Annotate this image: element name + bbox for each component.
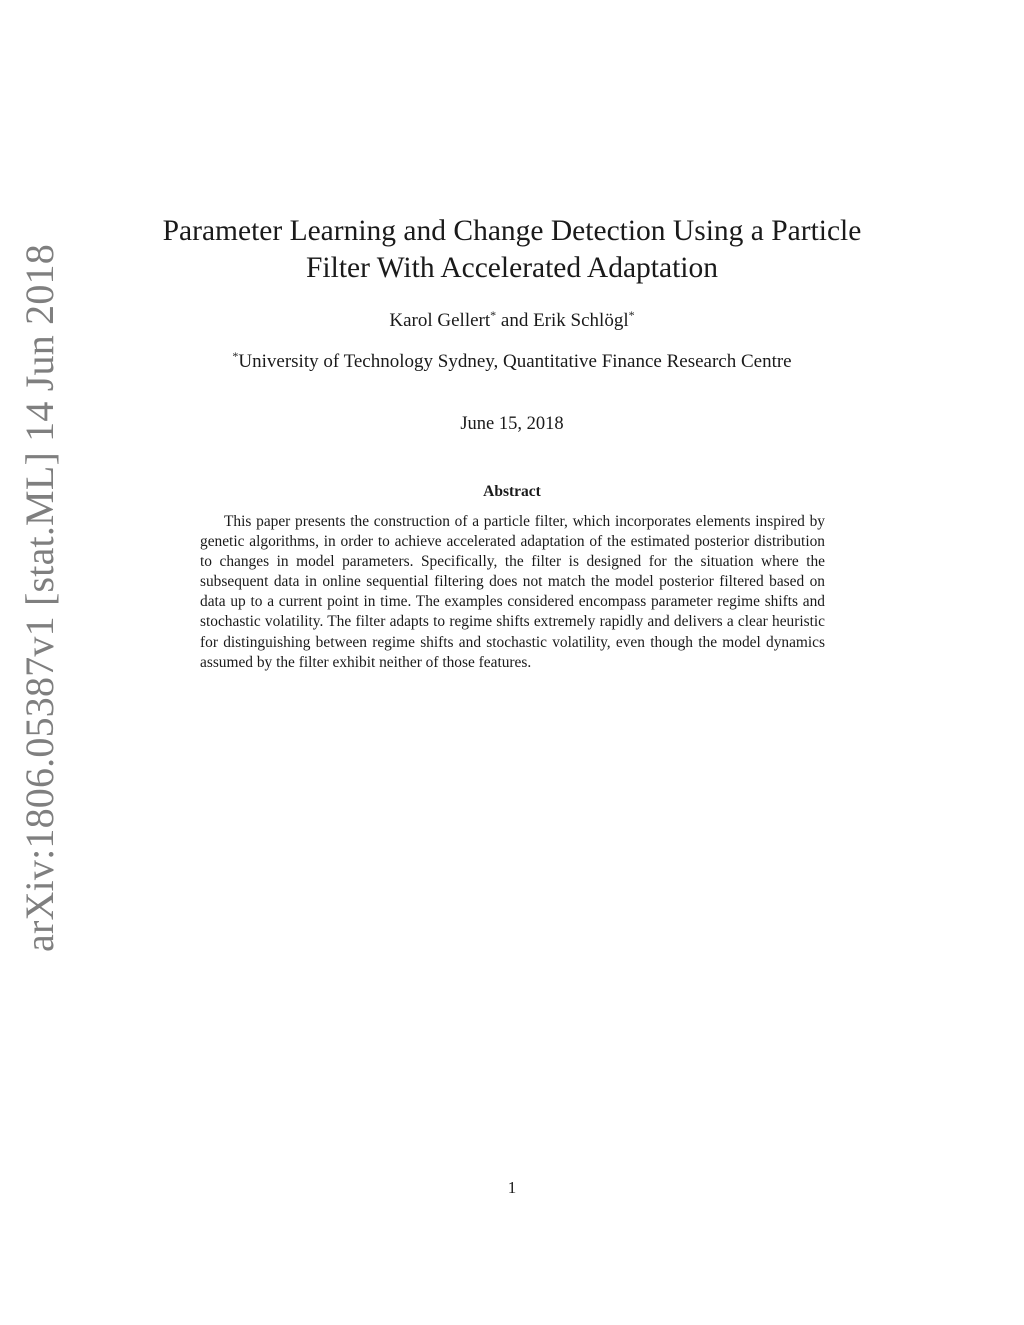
author-conjunction: and: [496, 310, 534, 331]
arxiv-identifier-stamp: arXiv:1806.05387v1 [stat.ML] 14 Jun 2018: [17, 244, 62, 952]
paper-title: [140, 213, 884, 287]
abstract-body: This paper presents the construction of a particle filter, which incorporates elements inspired by genetic algorithms, in order to achieve accelerated adaptation of the estimated posterior distribution to changes in model parameters. Specifically, the filter is designed for the situation where the subsequent data in online sequential filtering does not match the model posterior filtered based on data up to a current point in time. The examples considered encompass parameter regime shifts and stochastic volatility. The filter adapts to regime shifts extremely rapidly and delivers a clear heuristic for distinguishing between regime shifts and stochastic volatility, even though the model dynamics assumed by the filter exhibit neither of those features.: [200, 513, 825, 671]
author-affiliation-mark: *: [490, 308, 497, 322]
affiliation: [140, 349, 884, 375]
title-line-1: Parameter Learning and Change Detection Using a Particle: [162, 215, 862, 247]
page-number: 1: [507, 1178, 517, 1197]
author-list: [140, 308, 884, 334]
publication-date: June 15, 2018: [460, 414, 564, 434]
author-name: Erik Schlögl: [533, 310, 629, 331]
title-line-2: Filter With Accelerated Adaptation: [306, 252, 718, 284]
affiliation-text: University of Technology Sydney, Quantitative Finance Research Centre: [238, 351, 792, 372]
affiliation-mark: *: [232, 349, 239, 363]
abstract-heading: Abstract: [483, 483, 541, 500]
author-affiliation-mark: *: [628, 308, 635, 322]
author-name: Karol Gellert: [389, 310, 491, 331]
